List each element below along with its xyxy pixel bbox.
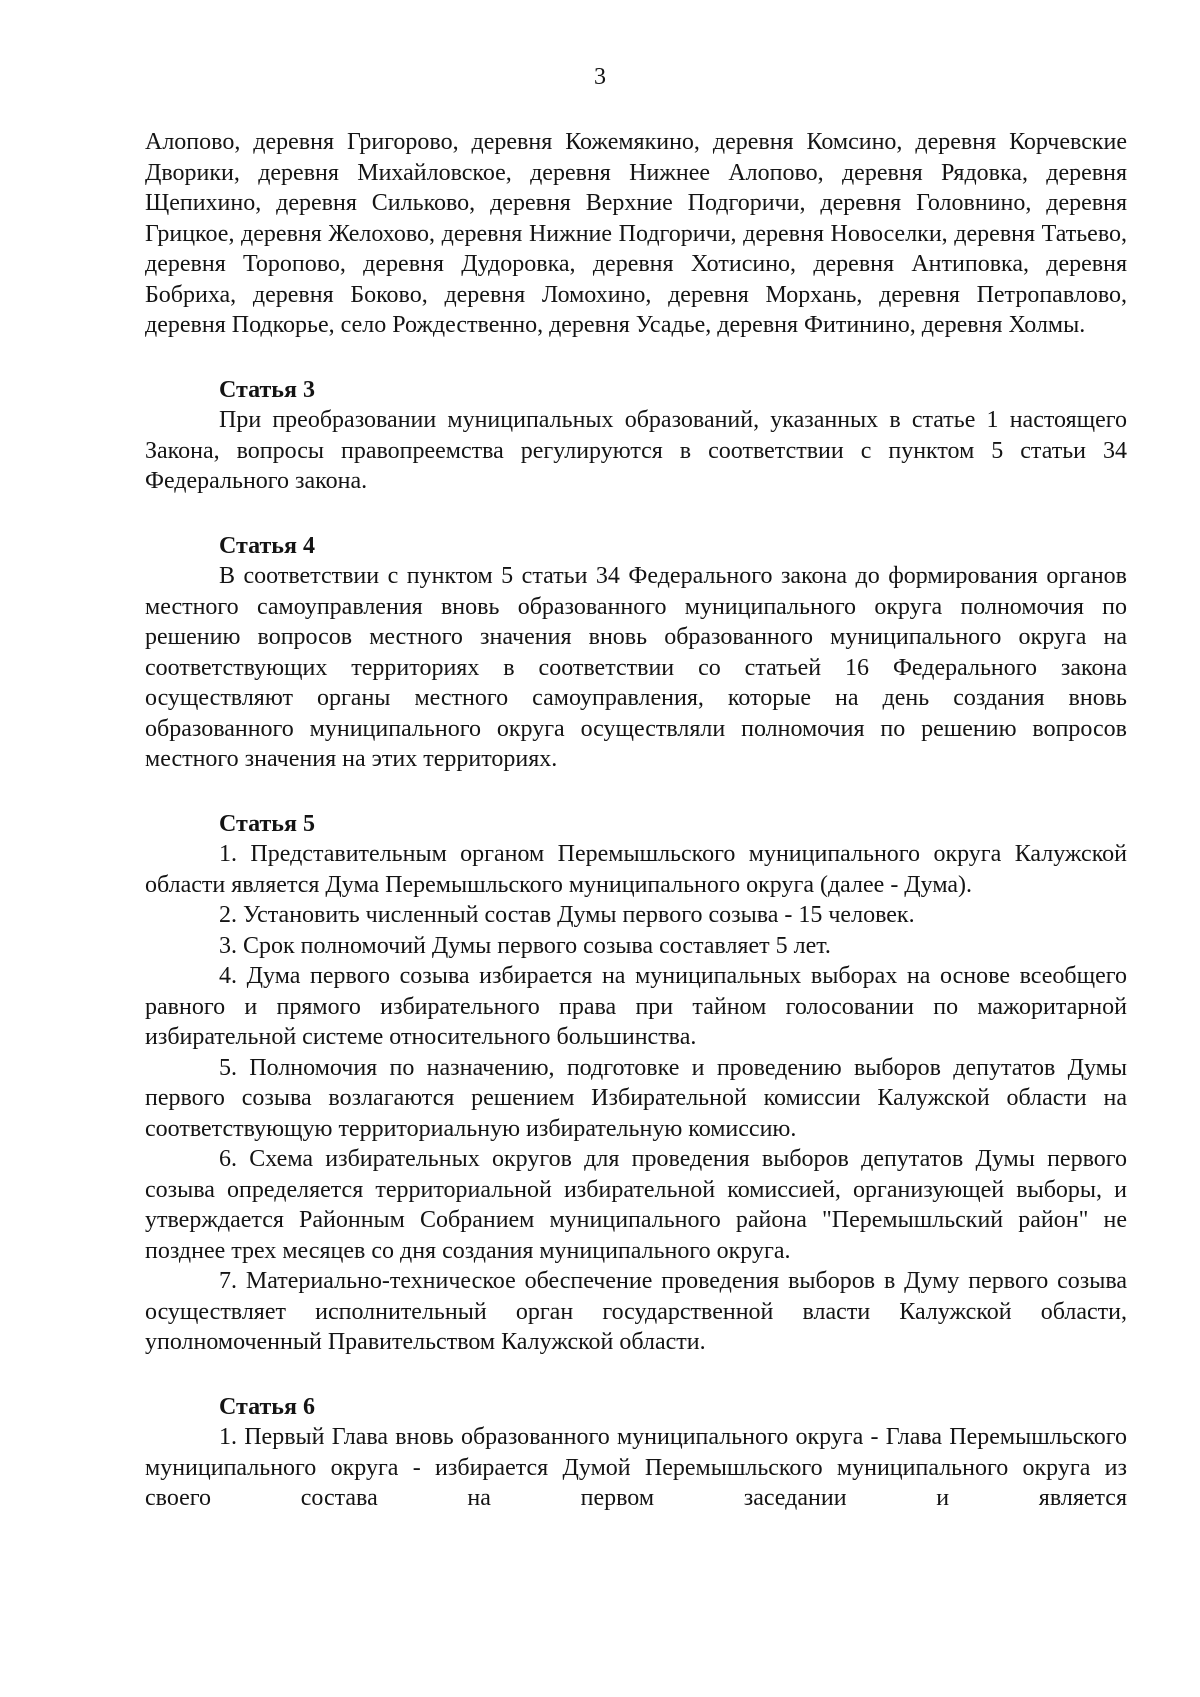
- article-5-heading: Статья 5: [219, 810, 315, 837]
- article-4-heading: Статья 4: [219, 532, 315, 559]
- article-3-text: При преобразовании муниципальных образований, указанных в статье 1 настоящего Закона, вопросы правопреемства регулируются в соответствии с пунктом 5 статьи 34 Федерального закона.: [145, 407, 1127, 494]
- article-5-item-5: 5. Полномочия по назначению, подготовке и проведению выборов депутатов Думы первого созыва возлагаются решением Избирательной комиссии Калужской области на соответствующую территориальную избирательную комиссию.: [145, 1054, 1127, 1142]
- page-number: 3: [594, 64, 606, 90]
- document-body: [145, 127, 1127, 1514]
- article-5-item-7: 7. Материально-техническое обеспечение проведения выборов в Думу первого созыва осуществляет исполнительный орган государственной власти Калужской области, уполномоченный Правительством Калужской области.: [145, 1268, 1127, 1355]
- article-5-item-6: 6. Схема избирательных округов для проведения выборов депутатов Думы первого созыва определяется территориальной избирательной комиссией, организующей выборы, и утверждается Районным Собранием муниципального района "Перемышльский район" не позднее трех месяцев со дня создания муниципального округа.: [145, 1146, 1127, 1264]
- article-4-text: В соответствии с пунктом 5 статьи 34 Федерального закона до формирования органов местного самоуправления вновь образованного муниципального округа полномочия по решению вопросов местного значения вновь образованного муниципального округа на соответствующих территориях в соответствии со статьей 16 Федерального закона осуществляют органы местного самоуправления, которые на день создания вновь образованного муниципального округа осуществляли полномочия по решению вопросов местного значения на этих территориях.: [145, 563, 1127, 772]
- article-3-heading: Статья 3: [219, 376, 315, 403]
- article-5-item-4: 4. Дума первого созыва избирается на муниципальных выборах на основе всеобщего равного и прямого избирательного права при тайном голосовании по мажоритарной избирательной системе относительного большинства.: [145, 963, 1127, 1050]
- article-5-item-2: 2. Установить численный состав Думы первого созыва - 15 человек.: [219, 902, 915, 928]
- intro-paragraph: Алопово, деревня Григорово, деревня Кожемякино, деревня Комсино, деревня Корчевские Дворики, деревня Михайловское, деревня Нижнее Алопово, деревня Рядовка, деревня Щепихино, деревня Сильково, деревня Верхние Подгоричи, деревня Головнино, деревня Грицкое, деревня Желохово, деревня Нижние Подгоричи, деревня Новоселки, деревня Татьево, деревня Торопово, деревня Дудоровка, деревня Хотисино, деревня Антиповка, деревня Бобриха, деревня Боково, деревня Ломохино, деревня Морхань, деревня Петропавлово, деревня Подкорье, село Рождественно, деревня Усадье, деревня Фитинино, деревня Холмы.: [145, 129, 1127, 338]
- article-6-heading: Статья 6: [219, 1393, 315, 1420]
- article-5-item-3: 3. Срок полномочий Думы первого созыва составляет 5 лет.: [219, 932, 831, 959]
- article-5-item-1: 1. Представительным органом Перемышльского муниципального округа Калужской области является Дума Перемышльского муниципального округа (далее - Дума).: [145, 841, 1127, 898]
- article-6-text: 1. Первый Глава вновь образованного муниципального округа - Глава Перемышльского муниципального округа - избирается Думой Перемышльского муниципального округа из своего состава на первом заседании и является: [145, 1424, 1127, 1511]
